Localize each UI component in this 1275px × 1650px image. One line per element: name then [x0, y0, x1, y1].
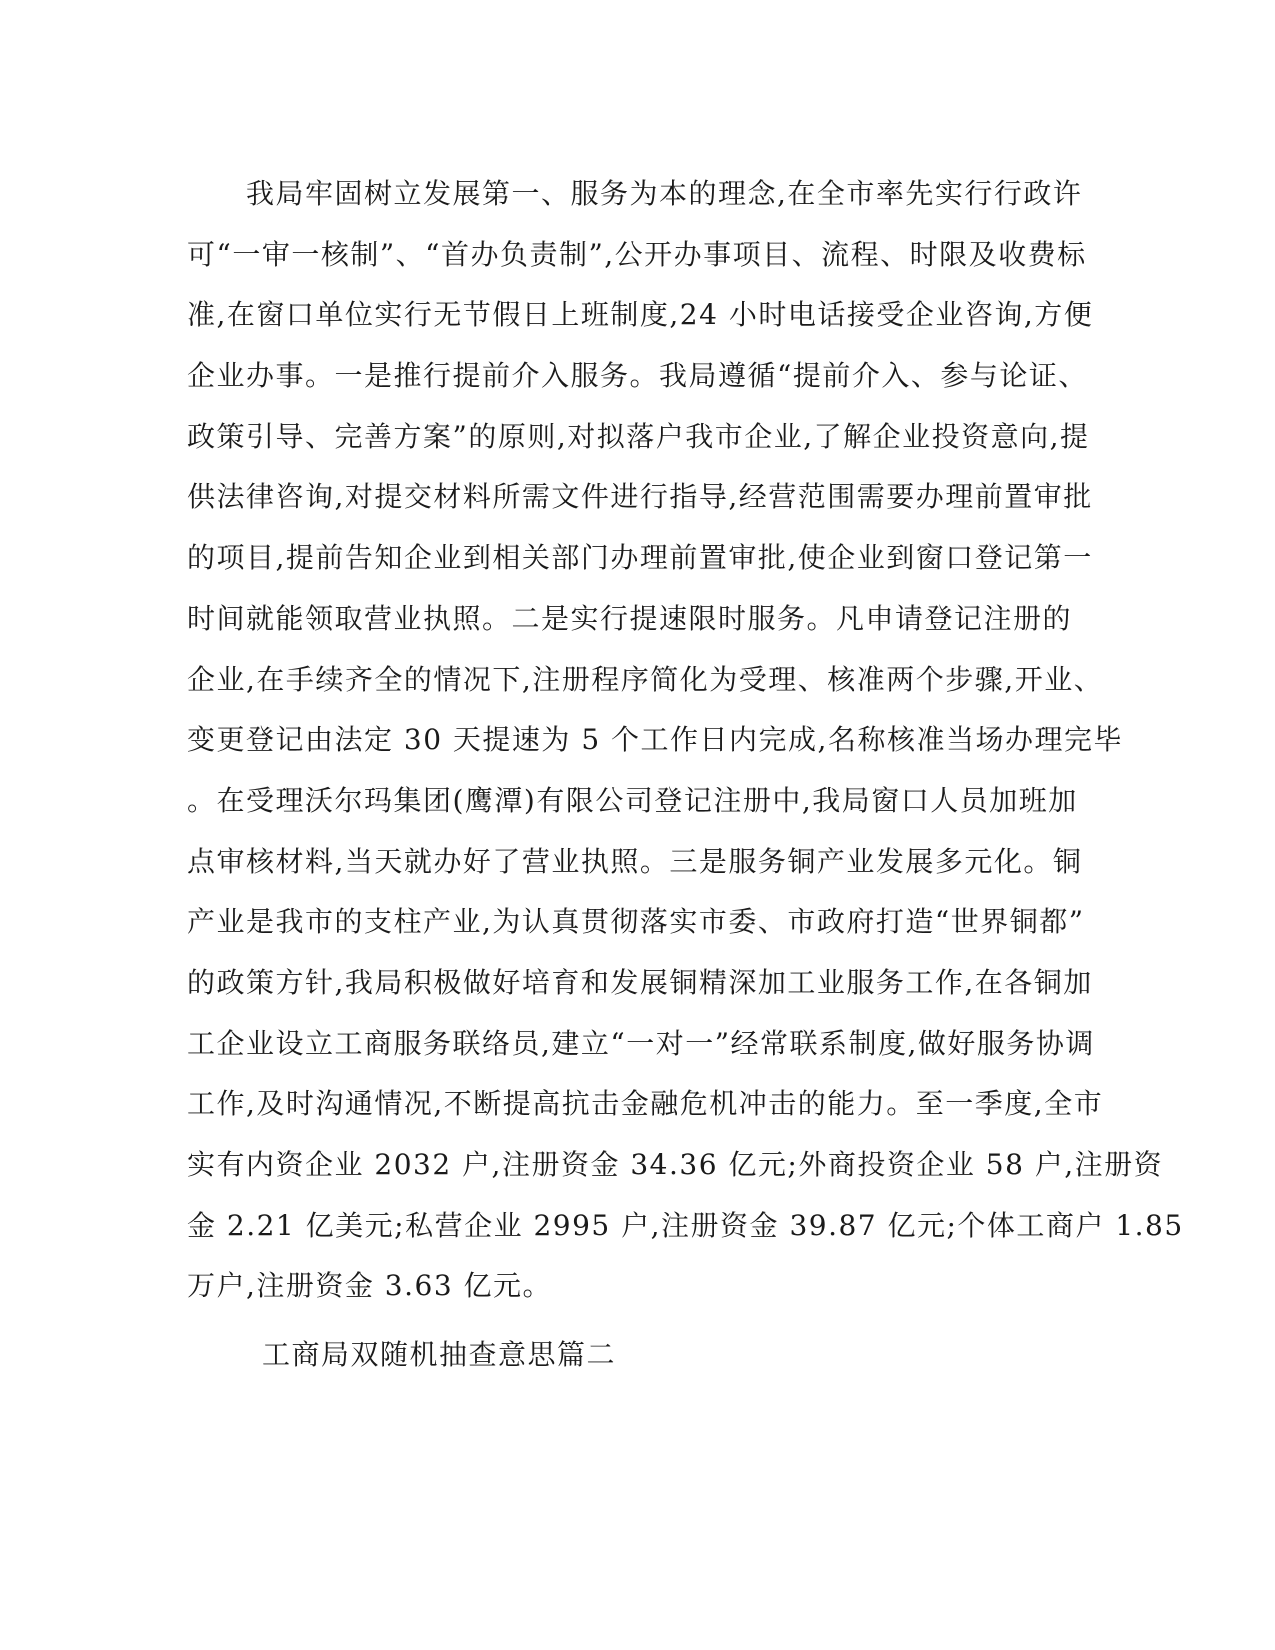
paragraph-line: 金 2.21 亿美元;私营企业 2995 户,注册资金 39.87 亿元;个体工商户 1.85 — [187, 1208, 1184, 1242]
section-heading: 工商局双随机抽查意思篇二 — [262, 1338, 617, 1371]
paragraph-line: 工企业设立工商服务联络员,建立“一对一”经常联系制度,做好服务协调 — [187, 1026, 1095, 1060]
paragraph-line: 可“一审一核制”、“首办负责制”,公开办事项目、流程、时限及收费标 — [187, 237, 1087, 271]
paragraph-line: 产业是我市的支柱产业,为认真贯彻落实市委、市政府打造“世界铜都” — [187, 905, 1085, 939]
paragraph-line: 工作,及时沟通情况,不断提高抗击金融危机冲击的能力。至一季度,全市 — [187, 1087, 1104, 1121]
paragraph-line: 企业,在手续齐全的情况下,注册程序简化为受理、核准两个步骤,开业、 — [187, 662, 1104, 696]
paragraph-line: 我局牢固树立发展第一、服务为本的理念,在全市率先实行行政许 — [187, 177, 1083, 210]
paragraph-line: 供法律咨询,对提交材料所需文件进行指导,经营范围需要办理前置审批 — [187, 480, 1093, 514]
paragraph-line: 准,在窗口单位实行无节假日上班制度,24 小时电话接受企业咨询,方便 — [187, 298, 1094, 332]
paragraph-line: 点审核材料,当天就办好了营业执照。三是服务铜产业发展多元化。铜 — [187, 844, 1083, 878]
paragraph-line: 时间就能领取营业执照。二是实行提速限时服务。凡申请登记注册的 — [187, 601, 1073, 635]
paragraph-line: 。在受理沃尔玛集团(鹰潭)有限公司登记注册中,我局窗口人员加班加 — [187, 783, 1078, 817]
paragraph-line: 政策引导、完善方案”的原则,对拟落户我市企业,了解企业投资意向,提 — [187, 419, 1090, 453]
body-paragraph — [187, 164, 1184, 1317]
paragraph-line: 的政策方针,我局积极做好培育和发展铜精深加工业服务工作,在各铜加 — [187, 965, 1093, 999]
paragraph-line: 实有内资企业 2032 户,注册资金 34.36 亿元;外商投资企业 58 户,注册资 — [187, 1148, 1164, 1181]
paragraph-line: 变更登记由法定 30 天提速为 5 个工作日内完成,名称核准当场办理完毕 — [187, 723, 1123, 757]
paragraph-line: 万户,注册资金 3.63 亿元。 — [187, 1269, 553, 1303]
paragraph-line: 的项目,提前告知企业到相关部门办理前置审批,使企业到窗口登记第一 — [187, 541, 1093, 575]
paragraph-line: 企业办事。一是推行提前介入服务。我局遵循“提前介入、参与论证、 — [187, 359, 1088, 393]
